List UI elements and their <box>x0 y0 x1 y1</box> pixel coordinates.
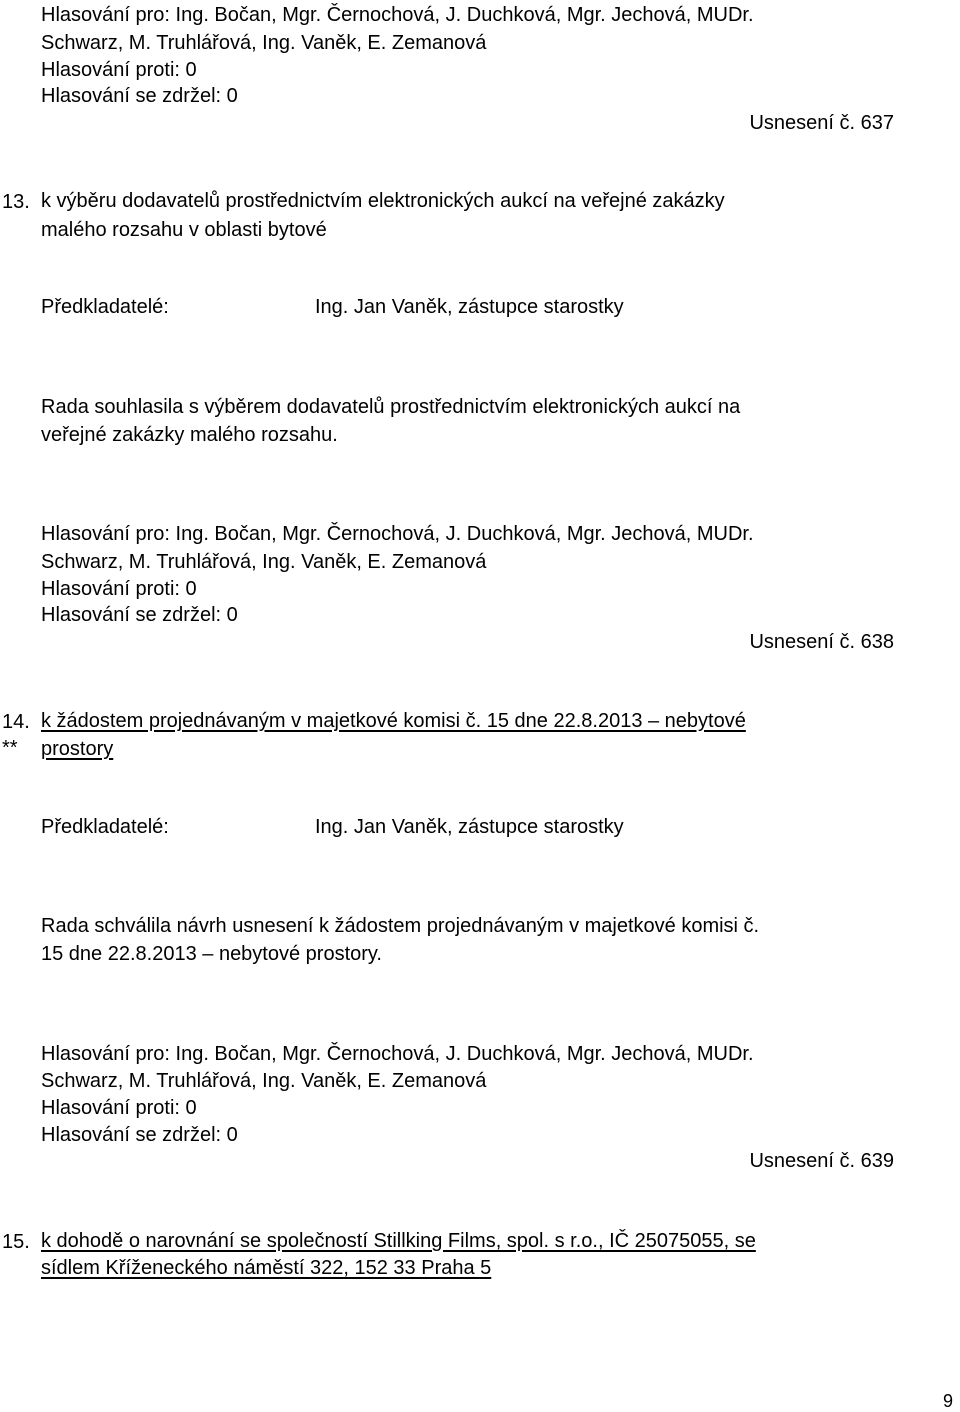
item-title-line-2: malého rozsahu v oblasti bytové <box>41 219 327 241</box>
item-number: 14. <box>2 711 30 733</box>
item-title-line-2: sídlem Kříženeckého náměstí 322, 152 33 Praha 5 <box>41 1257 492 1279</box>
votes-for-line-2: Schwarz, M. Truhlářová, Ing. Vaněk, E. Zemanová <box>41 551 487 573</box>
item-title-line-2: prostory <box>41 738 114 760</box>
item-number: 15. <box>2 1231 30 1253</box>
votes-for-line-2: Schwarz, M. Truhlářová, Ing. Vaněk, E. Zemanová <box>41 1070 487 1092</box>
item-number: 13. <box>2 191 30 213</box>
votes-against: Hlasování proti: 0 <box>41 578 197 600</box>
presenter-name: Ing. Jan Vaněk, zástupce starostky <box>315 816 624 838</box>
decision-line-2: veřejné zakázky malého rozsahu. <box>41 424 338 446</box>
presenter-name: Ing. Jan Vaněk, zástupce starostky <box>315 296 624 318</box>
item-marker: ** <box>2 737 18 759</box>
votes-against: Hlasování proti: 0 <box>41 1097 197 1119</box>
votes-against: Hlasování proti: 0 <box>41 59 197 81</box>
presenter-label: Předkladatelé: <box>41 816 169 838</box>
item-title-line-1: k výběru dodavatelů prostřednictvím elektronických aukcí na veřejné zakázky <box>41 190 725 212</box>
resolution-number: Usnesení č. 637 <box>749 112 894 134</box>
item-title-line-1: k žádostem projednávaným v majetkové komisi č. 15 dne 22.8.2013 – nebytové <box>41 710 746 732</box>
page-number: 9 <box>942 1391 953 1411</box>
resolution-number: Usnesení č. 638 <box>749 631 894 653</box>
votes-for-line-1: Hlasování pro: Ing. Bočan, Mgr. Černochová, J. Duchková, Mgr. Jechová, MUDr. <box>41 1043 754 1065</box>
decision-line-2: 15 dne 22.8.2013 – nebytové prostory. <box>41 943 382 965</box>
votes-abstained: Hlasování se zdržel: 0 <box>41 604 238 626</box>
presenter-label: Předkladatelé: <box>41 296 169 318</box>
votes-for-line-2: Schwarz, M. Truhlářová, Ing. Vaněk, E. Zemanová <box>41 32 487 54</box>
item-title-line-1: k dohodě o narovnání se společností Stillking Films, spol. s r.o., IČ 25075055, se <box>41 1230 756 1252</box>
decision-line-1: Rada souhlasila s výběrem dodavatelů prostřednictvím elektronických aukcí na <box>41 396 741 418</box>
resolution-number: Usnesení č. 639 <box>749 1150 894 1172</box>
votes-for-line-1: Hlasování pro: Ing. Bočan, Mgr. Černochová, J. Duchková, Mgr. Jechová, MUDr. <box>41 4 754 26</box>
votes-abstained: Hlasování se zdržel: 0 <box>41 1124 238 1146</box>
votes-abstained: Hlasování se zdržel: 0 <box>41 85 238 107</box>
decision-line-1: Rada schválila návrh usnesení k žádostem projednávaným v majetkové komisi č. <box>41 915 760 937</box>
votes-for-line-1: Hlasování pro: Ing. Bočan, Mgr. Černochová, J. Duchková, Mgr. Jechová, MUDr. <box>41 523 754 545</box>
